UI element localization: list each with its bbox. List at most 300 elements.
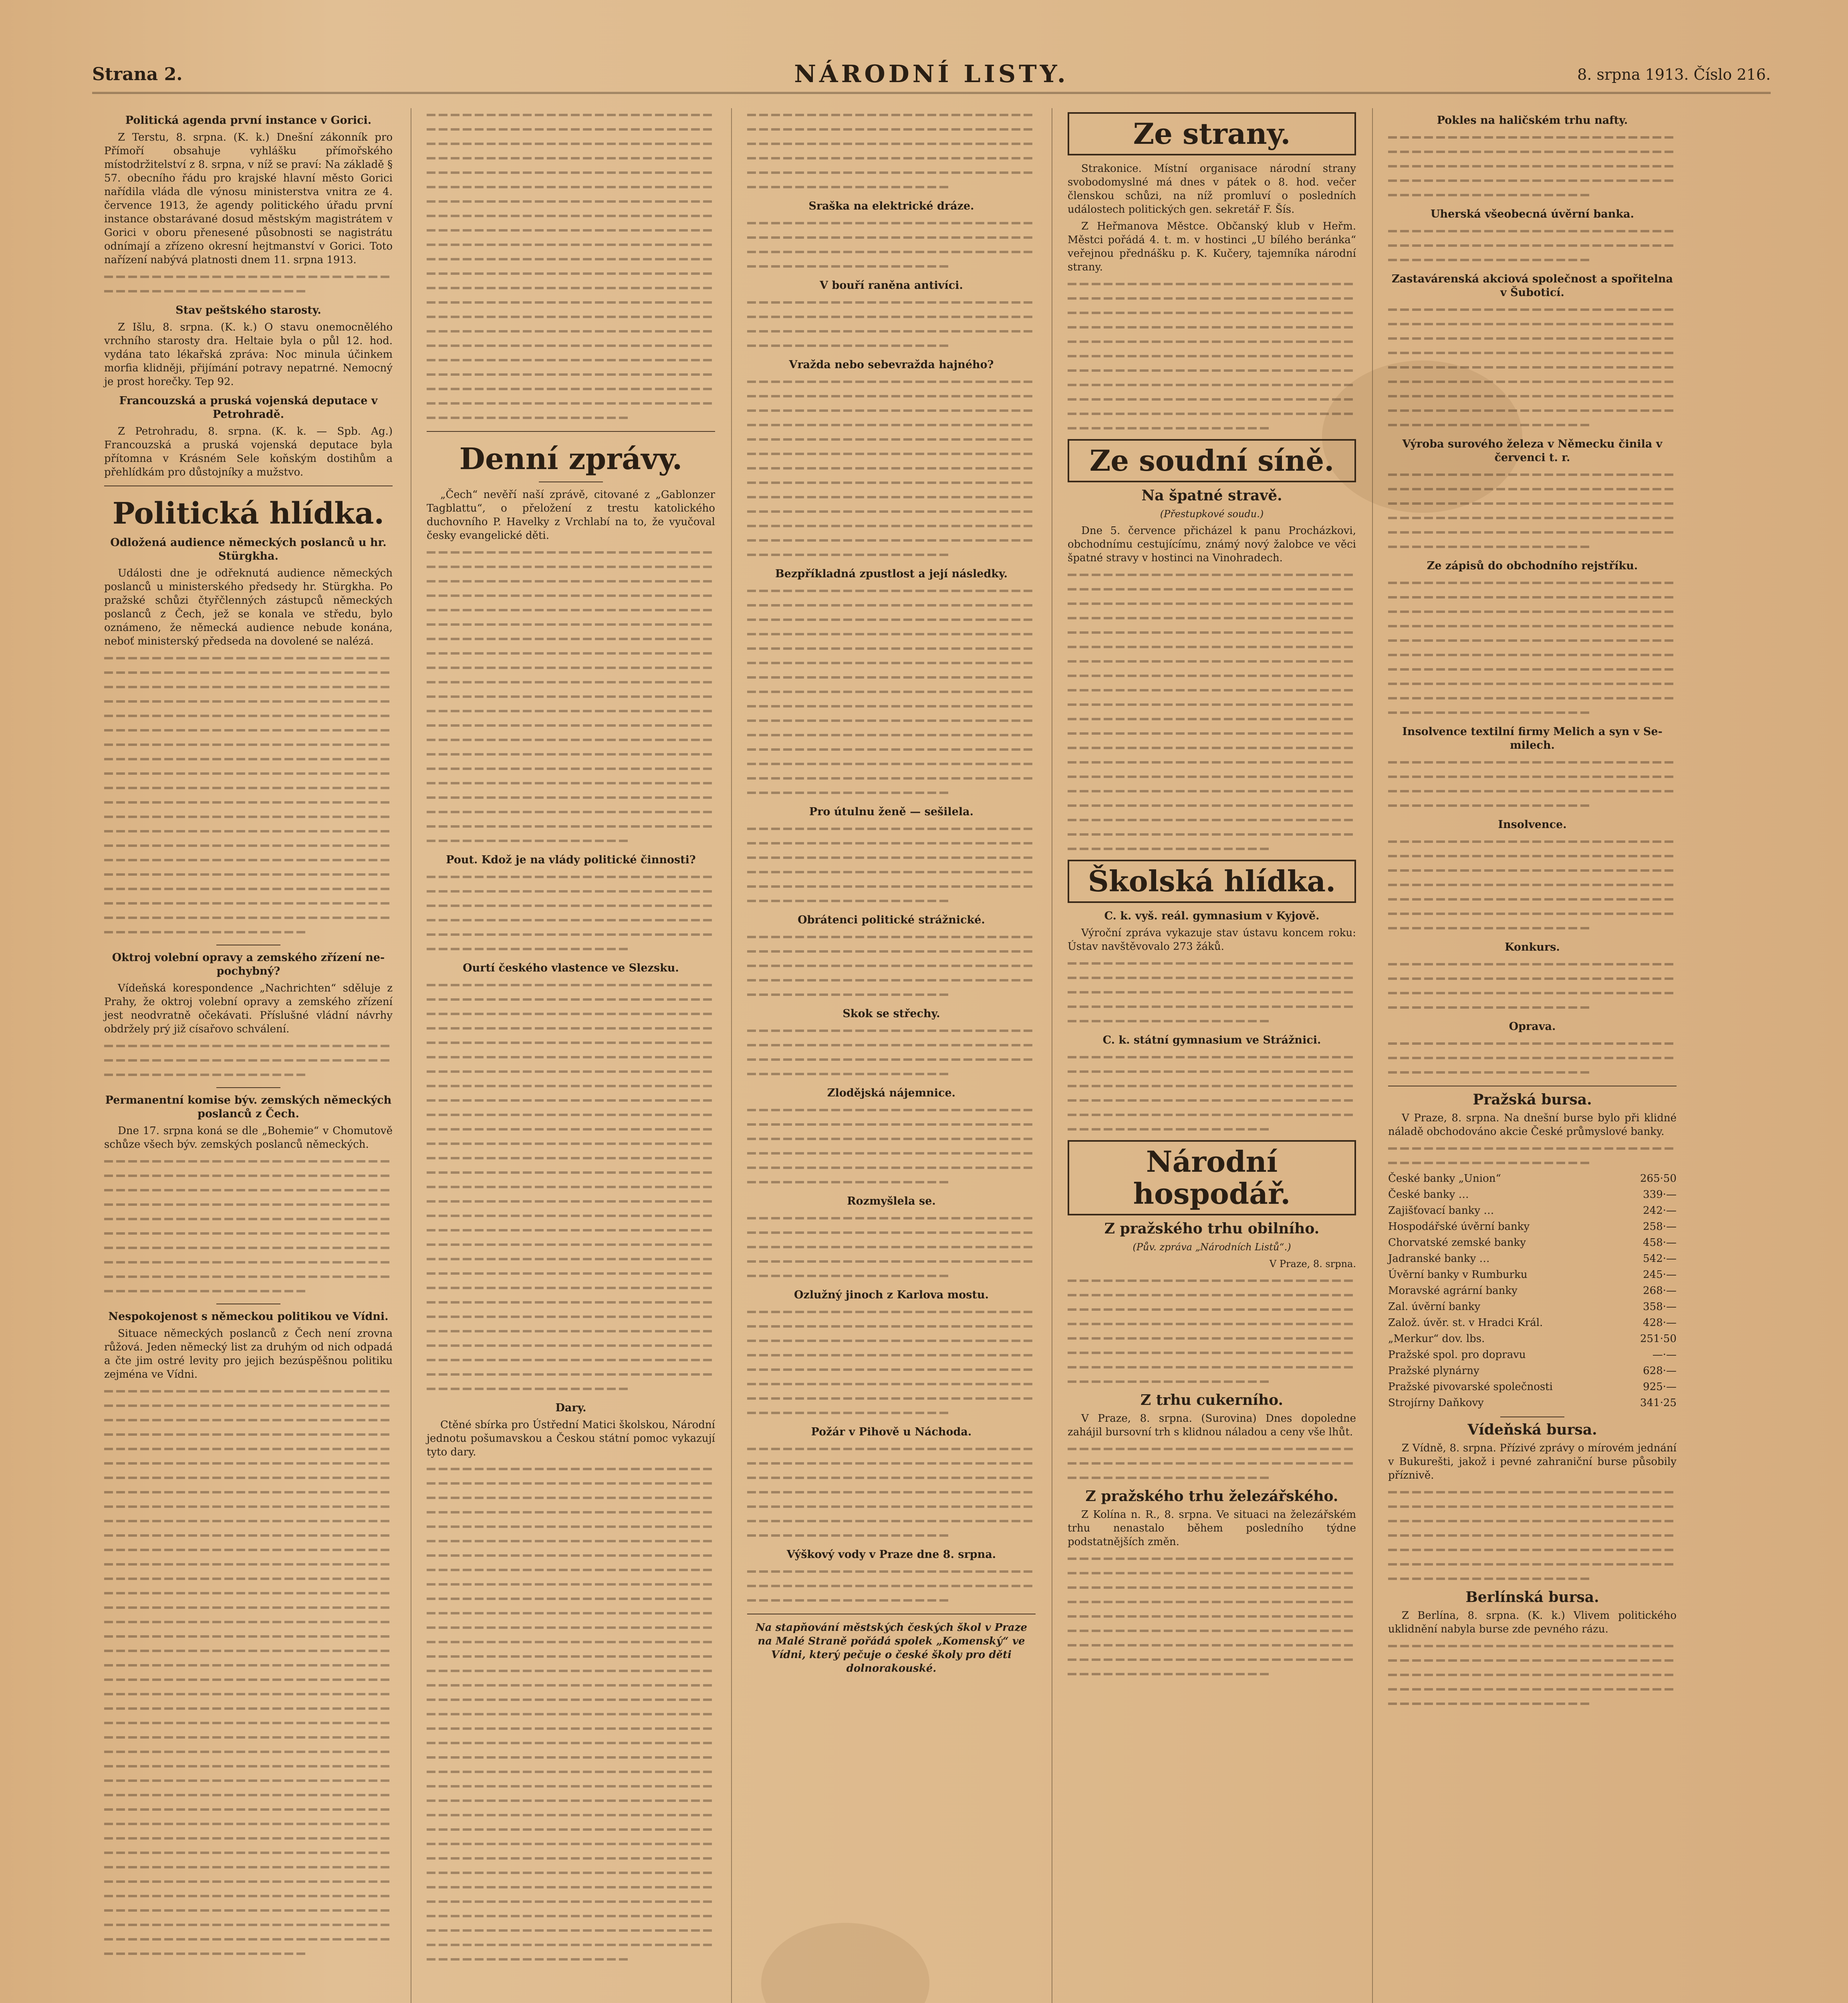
text-line bbox=[1388, 770, 1677, 784]
text-line bbox=[1388, 986, 1677, 1000]
text-line bbox=[747, 180, 949, 194]
text-line bbox=[747, 339, 949, 353]
text-line bbox=[427, 1794, 715, 1808]
article-text: Ctěné sbírka pro Ústřední Matici školskou, Národní jednotu pošumavskou a Českou státní pomoc vykazují tyto dary. bbox=[427, 1419, 715, 1458]
text-line bbox=[427, 1722, 715, 1735]
text-line bbox=[427, 1339, 715, 1352]
text-line bbox=[427, 675, 715, 689]
text-line bbox=[427, 1324, 715, 1338]
text-line bbox=[427, 281, 715, 295]
text-line bbox=[747, 880, 1036, 893]
text-line bbox=[104, 925, 306, 939]
text-line bbox=[747, 1457, 1036, 1470]
text-line bbox=[1388, 418, 1590, 432]
text-line bbox=[104, 1875, 393, 1888]
text-line bbox=[747, 945, 1036, 958]
text-line bbox=[1388, 1558, 1677, 1571]
text-line bbox=[1068, 640, 1356, 654]
text-line bbox=[427, 1195, 715, 1208]
text-line bbox=[747, 1442, 1036, 1456]
text-line bbox=[1068, 597, 1356, 611]
text-line bbox=[104, 796, 393, 809]
article-text: Strakonice. Místní organisace národní strany svobodomyslné má dnes v pátek o 8. hod. večer členskou schůzi, na níž promluví o posledních událostech politických gen. sekretář F. Šís. bbox=[1068, 163, 1356, 216]
text-line bbox=[1068, 712, 1356, 726]
text-line bbox=[747, 548, 949, 562]
article-text: Z Išlu, 8. srpna. (K. k.) O stavu onemocnělého vrchního starosty dra. Heltaie byla o půl 12. hod. vydána tato lékařská zpráva: Noc minula účinkem morfia klidněji, přijímání potravy nepatrné. Nemocný je prost horečky. Tep 92. bbox=[104, 321, 393, 388]
text-line bbox=[104, 1529, 393, 1542]
text-line bbox=[427, 1209, 715, 1223]
text-line bbox=[104, 1572, 393, 1586]
text-line bbox=[104, 1658, 393, 1672]
text-line bbox=[427, 1094, 715, 1107]
text-line bbox=[104, 1270, 393, 1284]
article-text: V Praze, 8. srpna. (Surovina) Dnes dopoledne zahájil bursovní trh s klidnou náladou a ceny vše lhůt. bbox=[1068, 1413, 1356, 1438]
quote-value: 458·— bbox=[1643, 1237, 1677, 1249]
text-line bbox=[427, 1751, 715, 1764]
text-line bbox=[1068, 421, 1270, 435]
text-line bbox=[1068, 1122, 1270, 1136]
text-line bbox=[104, 1514, 393, 1528]
quote-name: Pražské spol. pro dopravu bbox=[1388, 1349, 1526, 1361]
masthead bbox=[92, 60, 1771, 94]
text-line bbox=[427, 1137, 715, 1151]
quote-value: 925·— bbox=[1643, 1381, 1677, 1393]
text-line bbox=[1388, 317, 1677, 331]
text-line bbox=[1068, 582, 1356, 596]
text-line bbox=[427, 1108, 715, 1122]
text-line bbox=[1388, 691, 1677, 705]
text-line bbox=[427, 1765, 715, 1779]
text-line bbox=[427, 1606, 715, 1620]
text-line bbox=[427, 1635, 715, 1649]
headline: Požár v Pihově u Náchoda. bbox=[811, 1426, 972, 1438]
text-line bbox=[427, 1953, 629, 1966]
headline: Ourtí českého vlastence ve Slezsku. bbox=[463, 962, 679, 974]
text-line bbox=[427, 942, 629, 956]
text-line bbox=[427, 1281, 715, 1295]
text-line bbox=[747, 260, 949, 273]
text-line bbox=[427, 1664, 715, 1678]
text-line bbox=[747, 245, 1036, 259]
text-line bbox=[1388, 605, 1677, 619]
text-line bbox=[1388, 1514, 1677, 1528]
article-text: Dne 5. července přicházel k panu Procházkovi, obchodnímu cestujícímu, známý nový žalobce ve věci špatné stravy v hostinci na Vinohradech. bbox=[1068, 525, 1356, 564]
headline: Berlínská bursa. bbox=[1465, 1589, 1599, 1606]
text-line bbox=[427, 1924, 715, 1937]
text-line bbox=[747, 375, 1036, 389]
text-line bbox=[1068, 784, 1356, 798]
text-line bbox=[427, 1065, 715, 1078]
headline: Výroba surového železa v Německu činila v červenci t. r. bbox=[1402, 438, 1663, 464]
text-line bbox=[1388, 1639, 1677, 1653]
text-line bbox=[427, 1852, 715, 1865]
text-line bbox=[747, 1594, 949, 1607]
text-line bbox=[104, 1846, 393, 1860]
headline: Bezpříkladná zpustlost a její následky. bbox=[775, 568, 1008, 580]
text-line bbox=[1388, 663, 1677, 676]
text-line bbox=[747, 1161, 1036, 1175]
text-line bbox=[427, 238, 715, 252]
article-text: Z Heřmanova Městce. Občanský klub v Heřm. Městci pořádá 4. t. m. v hostinci „U bílého beránka“ veřejnou přednášku p. K. Kučery, tajemníka národní strany. bbox=[1068, 220, 1356, 273]
quote-name: Pražské pivovarské společnosti bbox=[1388, 1381, 1553, 1393]
text-line bbox=[104, 1054, 393, 1067]
divider bbox=[427, 431, 715, 432]
text-line bbox=[104, 1500, 393, 1513]
headline: Pro útulnu ženě — sešilela. bbox=[809, 806, 974, 818]
text-line bbox=[1068, 669, 1356, 683]
text-line bbox=[427, 310, 715, 324]
quote-name: Zal. úvěrní banky bbox=[1388, 1301, 1481, 1313]
text-line bbox=[1068, 1332, 1356, 1345]
quote-row bbox=[1388, 1379, 1677, 1395]
quote-value: —·— bbox=[1652, 1349, 1677, 1361]
text-line bbox=[427, 1578, 715, 1591]
text-line bbox=[1388, 1066, 1590, 1079]
text-line bbox=[427, 339, 715, 353]
text-line bbox=[104, 1832, 393, 1845]
text-line bbox=[427, 108, 715, 122]
text-line bbox=[1068, 1457, 1356, 1470]
text-line bbox=[1068, 727, 1356, 740]
text-line bbox=[427, 1122, 715, 1136]
text-line bbox=[427, 690, 715, 703]
text-line bbox=[427, 1462, 715, 1476]
text-line bbox=[747, 123, 1036, 136]
text-line bbox=[1068, 1566, 1356, 1580]
text-line bbox=[1068, 277, 1356, 291]
text-line bbox=[104, 1413, 393, 1427]
headline: Oktroj volební opravy a zemského zřízení ne-pochybný? bbox=[112, 951, 385, 977]
text-line bbox=[747, 1392, 1036, 1405]
quote-value: 428·— bbox=[1643, 1317, 1677, 1329]
text-line bbox=[1388, 540, 1590, 554]
text-line bbox=[427, 151, 715, 165]
text-line bbox=[1068, 985, 1356, 999]
quote-row bbox=[1388, 1203, 1677, 1219]
text-line bbox=[747, 1579, 1036, 1593]
text-line bbox=[104, 695, 393, 708]
headline: Výškový vody v Praze dne 8. srpna. bbox=[786, 1548, 996, 1561]
section-title: Denní zprávy. bbox=[459, 442, 683, 476]
headline: Ozlužný jinoch z Karlova mostu. bbox=[794, 1289, 989, 1301]
text-line bbox=[1068, 568, 1356, 582]
text-line bbox=[747, 988, 949, 1002]
text-line bbox=[1068, 1375, 1270, 1388]
text-line bbox=[1388, 1697, 1590, 1711]
headline: Vídeňská bursa. bbox=[1467, 1421, 1597, 1438]
text-line bbox=[747, 476, 1036, 490]
text-line bbox=[1068, 1079, 1356, 1093]
text-line bbox=[427, 661, 715, 675]
text-line bbox=[747, 108, 1036, 122]
text-line bbox=[1068, 393, 1356, 406]
quote-row bbox=[1388, 1187, 1677, 1203]
text-line bbox=[1388, 1529, 1677, 1542]
text-line bbox=[1388, 1142, 1677, 1155]
text-line bbox=[427, 899, 715, 913]
headline: Z pražského trhu železářského. bbox=[1085, 1488, 1338, 1505]
quote-value: 251·50 bbox=[1640, 1333, 1677, 1345]
article-text: Z Kolína n. R., 8. srpna. Ve situaci na železářském trhu nenastalo během posledního týdne podstatnějších změn. bbox=[1068, 1509, 1356, 1548]
text-line bbox=[747, 865, 1036, 879]
text-line bbox=[427, 618, 715, 631]
text-line bbox=[747, 137, 1036, 151]
column-1 bbox=[104, 108, 393, 1961]
text-line bbox=[1068, 741, 1356, 755]
quote-value: 542·— bbox=[1643, 1253, 1677, 1265]
text-line bbox=[427, 1837, 715, 1851]
text-line bbox=[747, 959, 1036, 973]
text-line bbox=[104, 1471, 393, 1485]
text-line bbox=[1388, 253, 1590, 267]
text-line bbox=[104, 738, 393, 752]
text-line bbox=[1388, 332, 1677, 345]
headline: Zlodějská nájemnice. bbox=[827, 1087, 956, 1099]
column-5 bbox=[1388, 108, 1677, 1711]
text-line bbox=[104, 1384, 393, 1398]
headline: Francouzská a pruská vojenská deputace v Petrohradě. bbox=[119, 395, 378, 421]
text-line bbox=[747, 973, 1036, 987]
text-line bbox=[747, 1103, 1036, 1117]
text-line bbox=[427, 209, 715, 223]
text-line bbox=[747, 1067, 949, 1081]
text-line bbox=[427, 1621, 715, 1634]
text-line bbox=[747, 757, 1036, 771]
article-text: Vídeňská korespondence „Nachrichten“ sděluje z Prahy, že oktroj volební opravy a zemského zřízení jest neodvratně očekávati. Příslušné vládní návrhy obdržely prý již císařovo schválení. bbox=[104, 982, 393, 1035]
text-line bbox=[747, 461, 1036, 475]
stock-quotes-table bbox=[1388, 1171, 1677, 1411]
headline: Vražda nebo sebevražda hajného? bbox=[789, 359, 994, 371]
text-line bbox=[427, 1520, 715, 1533]
quote-name: Jadranské banky … bbox=[1388, 1253, 1490, 1265]
text-line bbox=[104, 1442, 393, 1456]
text-line bbox=[104, 651, 393, 665]
text-line bbox=[1388, 1572, 1590, 1586]
column-rule bbox=[1372, 108, 1373, 2003]
text-line bbox=[1068, 306, 1356, 320]
text-line bbox=[747, 1240, 1036, 1254]
text-line bbox=[427, 1693, 715, 1707]
text-line bbox=[427, 647, 715, 660]
text-line bbox=[747, 1147, 1036, 1160]
text-line bbox=[427, 224, 715, 237]
text-line bbox=[1388, 174, 1677, 187]
text-line bbox=[104, 1615, 393, 1629]
text-line bbox=[427, 733, 715, 747]
text-line bbox=[1388, 389, 1677, 403]
text-line bbox=[1388, 303, 1677, 316]
text-line bbox=[1068, 1360, 1356, 1374]
text-line bbox=[747, 772, 1036, 785]
text-line bbox=[104, 680, 393, 694]
dateline: V Praze, 8. srpna. bbox=[1269, 1258, 1356, 1270]
text-line bbox=[427, 704, 715, 718]
text-line bbox=[427, 368, 715, 381]
text-line bbox=[747, 231, 1036, 244]
text-line bbox=[1068, 655, 1356, 668]
subheadline: (Přestupkové soudu.) bbox=[1160, 508, 1264, 520]
text-line bbox=[427, 1707, 715, 1721]
section-title: Politická hlídka. bbox=[112, 496, 385, 531]
text-line bbox=[1388, 1485, 1677, 1499]
text-line bbox=[1068, 407, 1356, 421]
text-line bbox=[104, 1183, 393, 1197]
closing-note: Na stapňování městských českých škol v Praze na Malé Straně pořádá spolek „Komenský“ ve Vídni, který pečuje o české školy pro děti dolnorakouské. bbox=[755, 1622, 1028, 1675]
text-line bbox=[747, 1485, 1036, 1499]
text-line bbox=[1068, 1274, 1356, 1288]
text-line bbox=[104, 1745, 393, 1759]
text-line bbox=[1068, 292, 1356, 305]
text-line bbox=[427, 123, 715, 136]
text-line bbox=[1388, 482, 1677, 496]
quote-value: 245·— bbox=[1643, 1269, 1677, 1281]
headline: Uherská všeobecná úvěrní banka. bbox=[1430, 208, 1634, 220]
text-line bbox=[104, 1284, 306, 1298]
text-line bbox=[427, 1505, 715, 1519]
headline: V bouří raněna antivíci. bbox=[820, 279, 963, 292]
text-line bbox=[104, 1673, 393, 1687]
text-line bbox=[1388, 1500, 1677, 1513]
text-line bbox=[427, 1679, 715, 1692]
text-line bbox=[747, 894, 949, 908]
text-line bbox=[427, 1823, 715, 1836]
text-line bbox=[747, 1305, 1036, 1319]
text-line bbox=[747, 584, 1036, 598]
text-line bbox=[427, 1267, 715, 1280]
text-line bbox=[427, 1382, 629, 1396]
text-line bbox=[747, 836, 1036, 850]
headline: Dary. bbox=[555, 1402, 586, 1414]
headline: Insolvence textilní firmy Melich a syn v Se-milech. bbox=[1402, 725, 1663, 752]
quote-name: Hospodářské úvěrní banky bbox=[1388, 1221, 1530, 1233]
text-line bbox=[427, 1909, 715, 1923]
text-line bbox=[104, 270, 393, 284]
text-line bbox=[427, 1592, 715, 1606]
text-line bbox=[427, 762, 715, 776]
text-line bbox=[1388, 188, 1590, 202]
text-line bbox=[1068, 813, 1356, 827]
text-line bbox=[1068, 770, 1356, 784]
text-line bbox=[1068, 1288, 1356, 1302]
text-line bbox=[747, 685, 1036, 699]
quote-name: Úvěrní banky v Rumburku bbox=[1388, 1269, 1528, 1281]
text-line bbox=[427, 1050, 715, 1064]
text-line bbox=[747, 699, 1036, 713]
text-line bbox=[427, 195, 715, 208]
text-line bbox=[747, 216, 1036, 230]
text-line bbox=[1068, 1552, 1356, 1566]
section-title: Ze soudní síně. bbox=[1068, 439, 1356, 482]
text-line bbox=[1068, 971, 1356, 985]
text-line bbox=[427, 993, 715, 1006]
text-line bbox=[747, 671, 1036, 684]
quote-name: České banky „Union“ bbox=[1388, 1173, 1501, 1185]
quote-row bbox=[1388, 1267, 1677, 1283]
text-line bbox=[104, 1932, 393, 1946]
text-line bbox=[1388, 921, 1590, 935]
article-text: Situace německých poslanců z Čech není zrovna růžová. Jeden německý list za druhým od nich odpadá a čte jim ostré levity pro jejich bezúspěšnou politiku zejména ve Vídni. bbox=[104, 1328, 393, 1380]
text-line bbox=[427, 353, 715, 367]
text-line bbox=[427, 1938, 715, 1952]
quote-value: 341·25 bbox=[1640, 1397, 1677, 1409]
text-line bbox=[104, 824, 393, 838]
text-line bbox=[427, 574, 715, 588]
text-line bbox=[1068, 1442, 1356, 1456]
quote-row bbox=[1388, 1219, 1677, 1235]
text-line bbox=[427, 1549, 715, 1562]
text-line bbox=[427, 1368, 715, 1381]
text-line bbox=[427, 560, 715, 574]
article-text: Události dne je odřeknutá audience německých poslanců u ministerského předsedy hr. Stürgkha. Po pražské schůzi čtyřčlenných zástupců německých poslanců z Čech, jež se konala ve středu, bylo oznámeno, že německá audience nebude konána, neboť ministerský předseda na dovolené se nalézá. bbox=[104, 567, 393, 647]
text-line bbox=[427, 870, 715, 884]
headline: Politická agenda první instance v Gorici. bbox=[125, 114, 372, 127]
text-line bbox=[427, 1534, 715, 1548]
text-line bbox=[747, 786, 949, 800]
quote-name: Moravské agrární banky bbox=[1388, 1285, 1517, 1297]
text-line bbox=[104, 897, 393, 910]
text-line bbox=[104, 1212, 393, 1226]
text-line bbox=[1068, 1667, 1270, 1681]
text-line bbox=[427, 1151, 715, 1165]
text-line bbox=[1388, 619, 1677, 633]
quote-row bbox=[1388, 1299, 1677, 1315]
headline: Pražská bursa. bbox=[1473, 1091, 1592, 1108]
text-line bbox=[427, 1036, 715, 1050]
quote-value: 358·— bbox=[1643, 1301, 1677, 1313]
text-line bbox=[1068, 1595, 1356, 1609]
text-line bbox=[1388, 1051, 1677, 1065]
text-line bbox=[1068, 1346, 1356, 1360]
text-line bbox=[427, 1477, 715, 1490]
text-line bbox=[747, 1269, 949, 1283]
text-line bbox=[104, 1788, 393, 1802]
text-line bbox=[747, 627, 1036, 641]
quote-value: 628·— bbox=[1643, 1365, 1677, 1377]
text-line bbox=[1388, 972, 1677, 985]
text-line bbox=[747, 1175, 949, 1189]
quote-row bbox=[1388, 1331, 1677, 1347]
quote-value: 242·— bbox=[1643, 1205, 1677, 1217]
text-line bbox=[427, 137, 715, 151]
subheadline: (Pův. zpráva „Národních Listů“.) bbox=[1133, 1241, 1291, 1253]
quote-value: 339·— bbox=[1643, 1189, 1677, 1201]
text-line bbox=[1068, 1581, 1356, 1594]
text-line bbox=[427, 324, 715, 338]
article-text: Z Terstu, 8. srpna. (K. k.) Dnešní zákonník pro Přímoří obsahuje vyhlášku přímořského místodržitelství z 8. srpna, v níž se praví: Na základě § 57. obecního řádu pro krajské hlavní město Gorici nařídila vláda dle výnosu ministerstva vnitra ze 4. července 1913, že agendy politického úřadu první instance obstarávané dosud městským magistrátem v Gorici v oboru přenesené působnosti se nagistrátu odnímají a zřízeno okresní hejtmanství v Gorici. Toto nařízení nabývá platnosti dnem 11. srpna 1913. bbox=[104, 131, 393, 266]
text-line bbox=[747, 613, 1036, 627]
text-line bbox=[747, 151, 1036, 165]
text-line bbox=[104, 1759, 393, 1773]
text-line bbox=[104, 752, 393, 766]
text-line bbox=[427, 1880, 715, 1894]
headline: Stav peštského starosty. bbox=[175, 304, 321, 316]
quote-name: „Merkur“ dov. lbs. bbox=[1388, 1333, 1485, 1345]
quote-row bbox=[1388, 1363, 1677, 1379]
text-line bbox=[747, 1132, 1036, 1146]
section-title: Školská hlídka. bbox=[1068, 860, 1356, 903]
text-line bbox=[104, 1817, 393, 1831]
text-line bbox=[427, 1736, 715, 1750]
headline: Na špatné stravě. bbox=[1141, 487, 1282, 504]
text-line bbox=[1068, 1014, 1270, 1028]
text-line bbox=[104, 1485, 393, 1499]
text-line bbox=[104, 1918, 393, 1932]
text-line bbox=[427, 1166, 715, 1179]
text-line bbox=[427, 267, 715, 280]
text-line bbox=[747, 519, 1036, 533]
text-line bbox=[1068, 756, 1356, 769]
text-line bbox=[1388, 511, 1677, 525]
